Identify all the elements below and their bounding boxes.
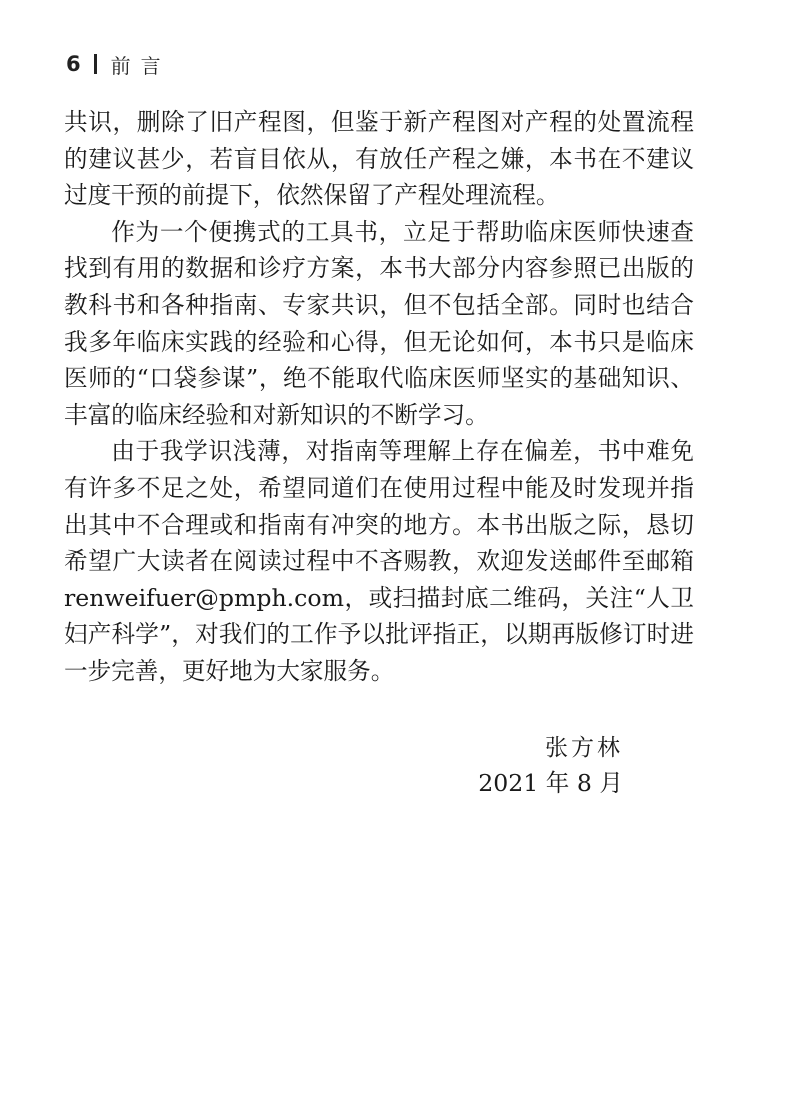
paragraph-purpose: 作为一个便携式的工具书，立足于帮助临床医师快速查找到有用的数据和诊疗方案，本书大部分内容参照已出版的教科书和各种指南、专家共识，但不包括全部。同时也结合我多年临床实践的经验和心得，但无论如何，本书只是临床医师的“口袋参谋”，绝不能取代临床医师坚实的基础知识、丰富的临床经验和对新知识的不断学习。 <box>64 217 694 429</box>
preface-body <box>64 104 694 690</box>
section-title: 前言 <box>110 53 171 78</box>
running-header <box>66 50 171 78</box>
author-signature: 张方林 <box>545 735 623 761</box>
header-separator <box>94 54 97 74</box>
paragraph-continued: 共识，删除了旧产程图，但鉴于新产程图对产程的处置流程的建议甚少，若盲目依从，有放任产程之嫌，本书在不建议过度干预的前提下，依然保留了产程处理流程。 <box>64 108 694 210</box>
signature-date: 2021 年 8 月 <box>478 769 623 797</box>
page-number: 6 <box>66 52 81 76</box>
paragraph-feedback: 由于我学识浅薄，对指南等理解上存在偏差，书中难免有许多不足之处，希望同道们在使用过程中能及时发现并指出其中不合理或和指南有冲突的地方。本书出版之际，恳切希望广大读者在阅读过程中不吝赐教，欢迎发送邮件至邮箱 renweifuer@pmph.com，或扫描封底二维码，关注“人卫妇产科学”，对我们的工作予以批评指正，以期再版修订时进一步完善，更好地为大家服务。 <box>64 437 694 685</box>
